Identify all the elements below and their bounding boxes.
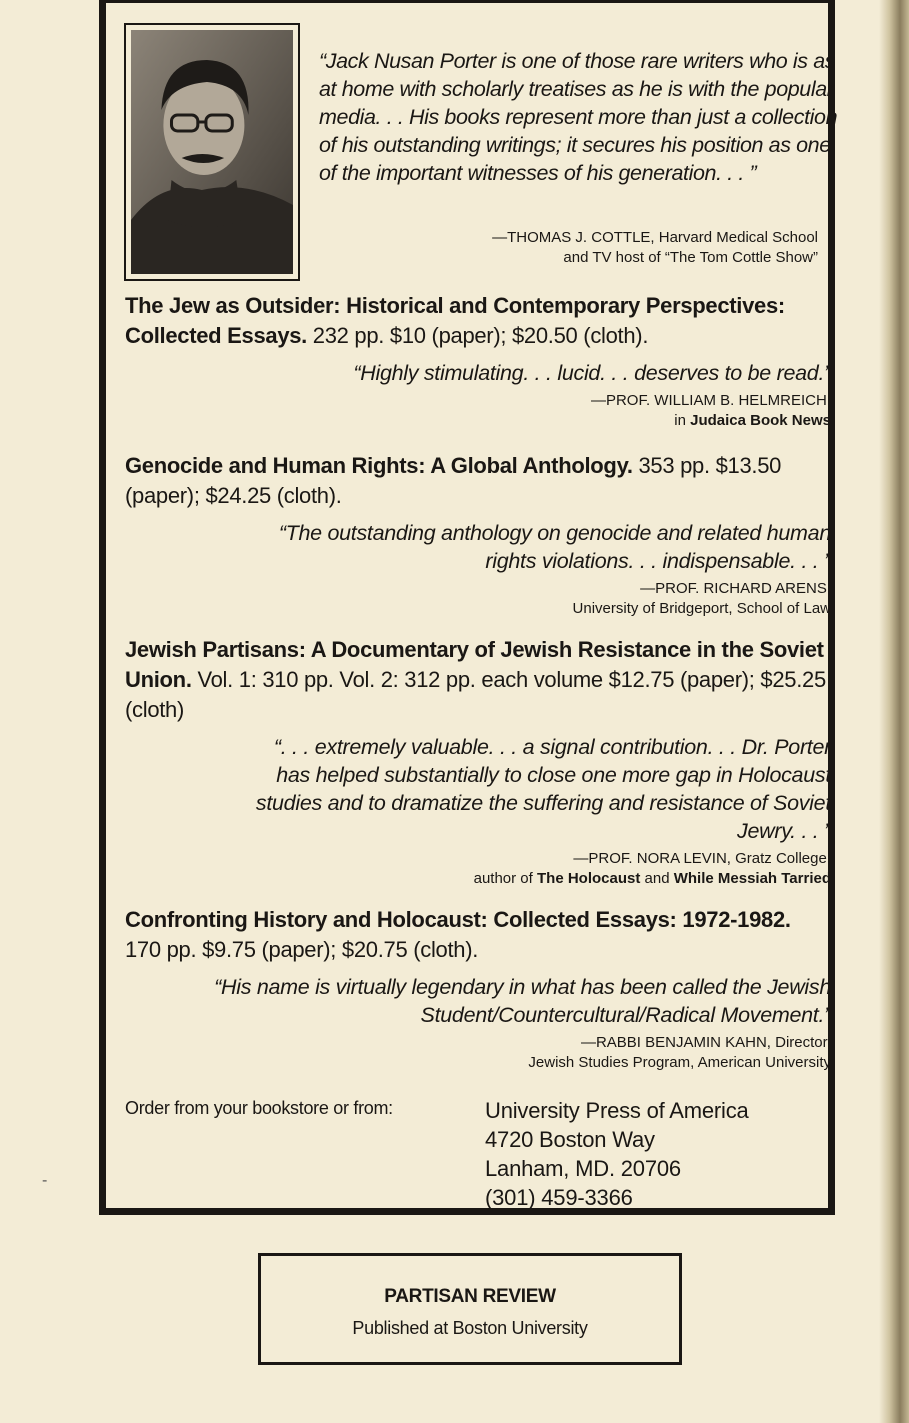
publication-name: Judaica Book News [690, 412, 831, 429]
order-label: Order from your bookstore or from: [125, 1098, 393, 1118]
book-reference: While Messiah Tarried [673, 870, 831, 887]
attribution-text: author of [473, 870, 537, 887]
attribution-line [125, 869, 831, 889]
book-title: The Jew as Outsider: Historical and Contemporary Perspectives: Collected Essays. [125, 293, 785, 348]
book-review-quote: “The outstanding anthology on genocide and related human rights violations. . . indispensable. . . ” [278, 521, 831, 573]
book-advertisement [99, 0, 838, 1215]
book-title: Jewish Partisans: A Documentary of Jewish Resistance in the Soviet Union. [125, 637, 824, 692]
book-details: 353 pp. $13.50 (paper); $24.25 (cloth). [125, 453, 782, 508]
book-entry-confronting-history [125, 905, 831, 1073]
attribution-line: —RABBI BENJAMIN KAHN, Director, [580, 1034, 831, 1051]
book-review-quote: “His name is virtually legendary in what has been called the Jewish Student/Countercultural/Radical Movement.” [214, 975, 831, 1027]
book-entry-genocide-human-rights [125, 451, 831, 619]
publisher-address [485, 1096, 749, 1212]
author-photo [124, 23, 300, 281]
street-address: 4720 Boston Way [485, 1127, 655, 1152]
book-reference: The Holocaust [537, 870, 641, 887]
book-review-attribution [125, 391, 831, 431]
stray-mark: - [42, 1172, 48, 1189]
book-details: 170 pp. $9.75 (paper); $20.75 (cloth). [125, 937, 479, 962]
attribution-line: Jewish Studies Program, American University [528, 1054, 831, 1071]
attribution-line [125, 411, 831, 431]
book-review-attribution [125, 1033, 831, 1073]
book-title-line [125, 905, 831, 965]
book-title-line [125, 291, 831, 351]
attribution-line: —PROF. RICHARD ARENS, [640, 580, 831, 597]
header-testimonial-attribution [398, 228, 818, 268]
book-details: 232 pp. $10 (paper); $20.50 (cloth). [307, 323, 649, 348]
city-state-zip: Lanham, MD. 20706 [485, 1156, 681, 1181]
book-title-line [125, 635, 831, 725]
attribution-text: in [674, 412, 691, 429]
attribution-text: and [640, 870, 674, 887]
header-testimonial-quote: “Jack Nusan Porter is one of those rare writers who is as at home with scholarly treatises as he is with the popular media. . . His books represent more than just a collection of his outstanding writings; it secures his position as one of the important witnesses of his generation. . . ” [319, 49, 838, 185]
book-review-attribution [125, 849, 831, 889]
book-entry-jewish-partisans [125, 635, 831, 889]
attribution-line: —THOMAS J. COTTLE, Harvard Medical School [492, 229, 818, 246]
attribution-line: University of Bridgeport, School of Law [572, 600, 831, 617]
author-portrait-image [131, 30, 293, 274]
partisan-review-box [258, 1253, 682, 1365]
book-review-quote: “Highly stimulating. . . lucid. . . deserves to be read.” [353, 361, 831, 385]
book-review-attribution [125, 579, 831, 619]
page-edge-shadow [879, 0, 909, 1423]
journal-title: PARTISAN REVIEW [384, 1286, 556, 1307]
phone-number: (301) 459-3366 [485, 1185, 633, 1210]
publisher-name: University Press of America [485, 1098, 749, 1123]
attribution-line: —PROF. WILLIAM B. HELMREICH, [590, 392, 831, 409]
journal-subtitle: Published at Boston University [352, 1318, 588, 1338]
attribution-line: —PROF. NORA LEVIN, Gratz College, [573, 850, 831, 867]
attribution-line: and TV host of “The Tom Cottle Show” [563, 249, 818, 266]
book-title: Genocide and Human Rights: A Global Anthology. [125, 453, 633, 478]
book-title-line [125, 451, 831, 511]
book-title: Confronting History and Holocaust: Collected Essays: 1972-1982. [125, 907, 791, 932]
book-review-quote: “. . . extremely valuable. . . a signal contribution. . . Dr. Porter has helped substantially to close one more gap in Holocaust studies and to dramatize the suffering and resistance of Soviet Jewry. . . ” [255, 735, 831, 843]
book-details: Vol. 1: 310 pp. Vol. 2: 312 pp. each volume $12.75 (paper); $25.25 (cloth) [125, 667, 826, 722]
book-entry-jew-as-outsider [125, 291, 831, 431]
